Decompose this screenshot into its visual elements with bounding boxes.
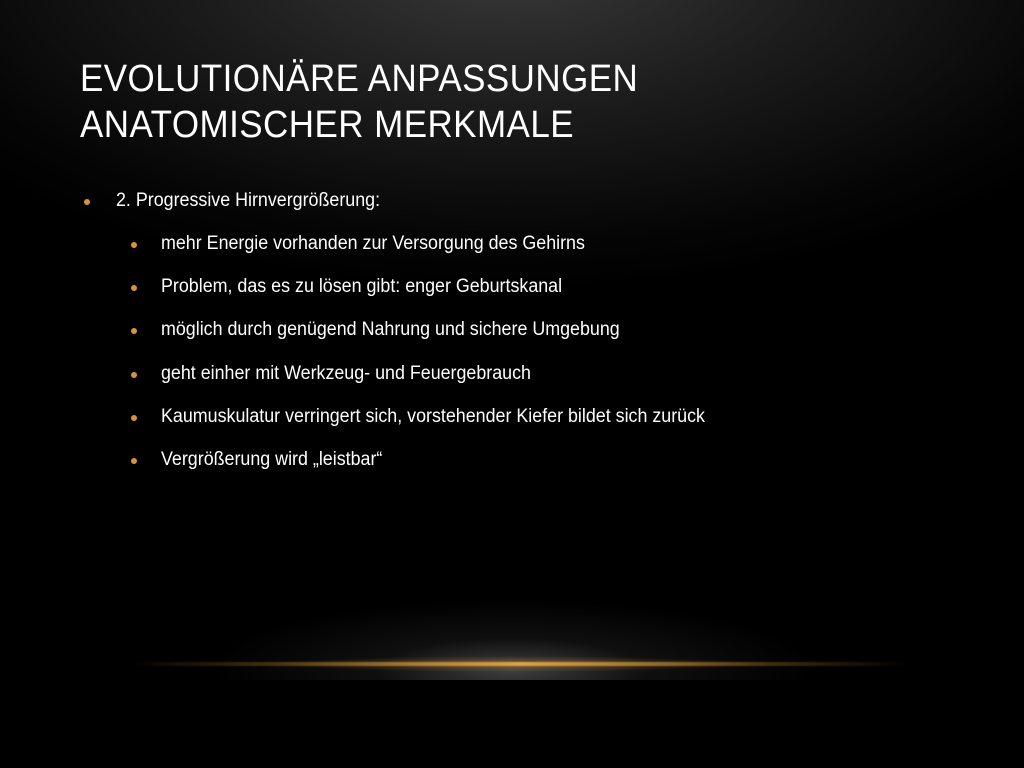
sub-bullet-item: Problem, das es zu lösen gibt: enger Geburtskanal bbox=[161, 276, 563, 297]
sub-bullet-item: möglich durch genügend Nahrung und sichere Umgebung bbox=[161, 319, 620, 340]
bullet-item: 2. Progressive Hirnvergrößerung: bbox=[116, 190, 381, 211]
sub-bullet-item: Vergrößerung wird „leistbar“ bbox=[161, 449, 383, 470]
bullet-icon bbox=[131, 458, 137, 464]
sub-bullet-item: geht einher mit Werkzeug- und Feuergebrauch bbox=[161, 363, 531, 384]
slide-title: EVOLUTIONÄRE ANPASSUNGEN ANATOMISCHER MERKMALE bbox=[80, 58, 639, 146]
bullet-icon bbox=[84, 199, 90, 205]
sub-bullet-item: Kaumuskulatur verringert sich, vorstehender Kiefer bildet sich zurück bbox=[161, 406, 705, 427]
bullet-icon bbox=[131, 285, 137, 291]
bullet-icon bbox=[131, 372, 137, 378]
sub-bullet-item: mehr Energie vorhanden zur Versorgung des Gehirns bbox=[161, 233, 585, 254]
bullet-icon bbox=[131, 415, 137, 421]
bullet-icon bbox=[131, 328, 137, 334]
bullet-icon bbox=[131, 242, 137, 248]
